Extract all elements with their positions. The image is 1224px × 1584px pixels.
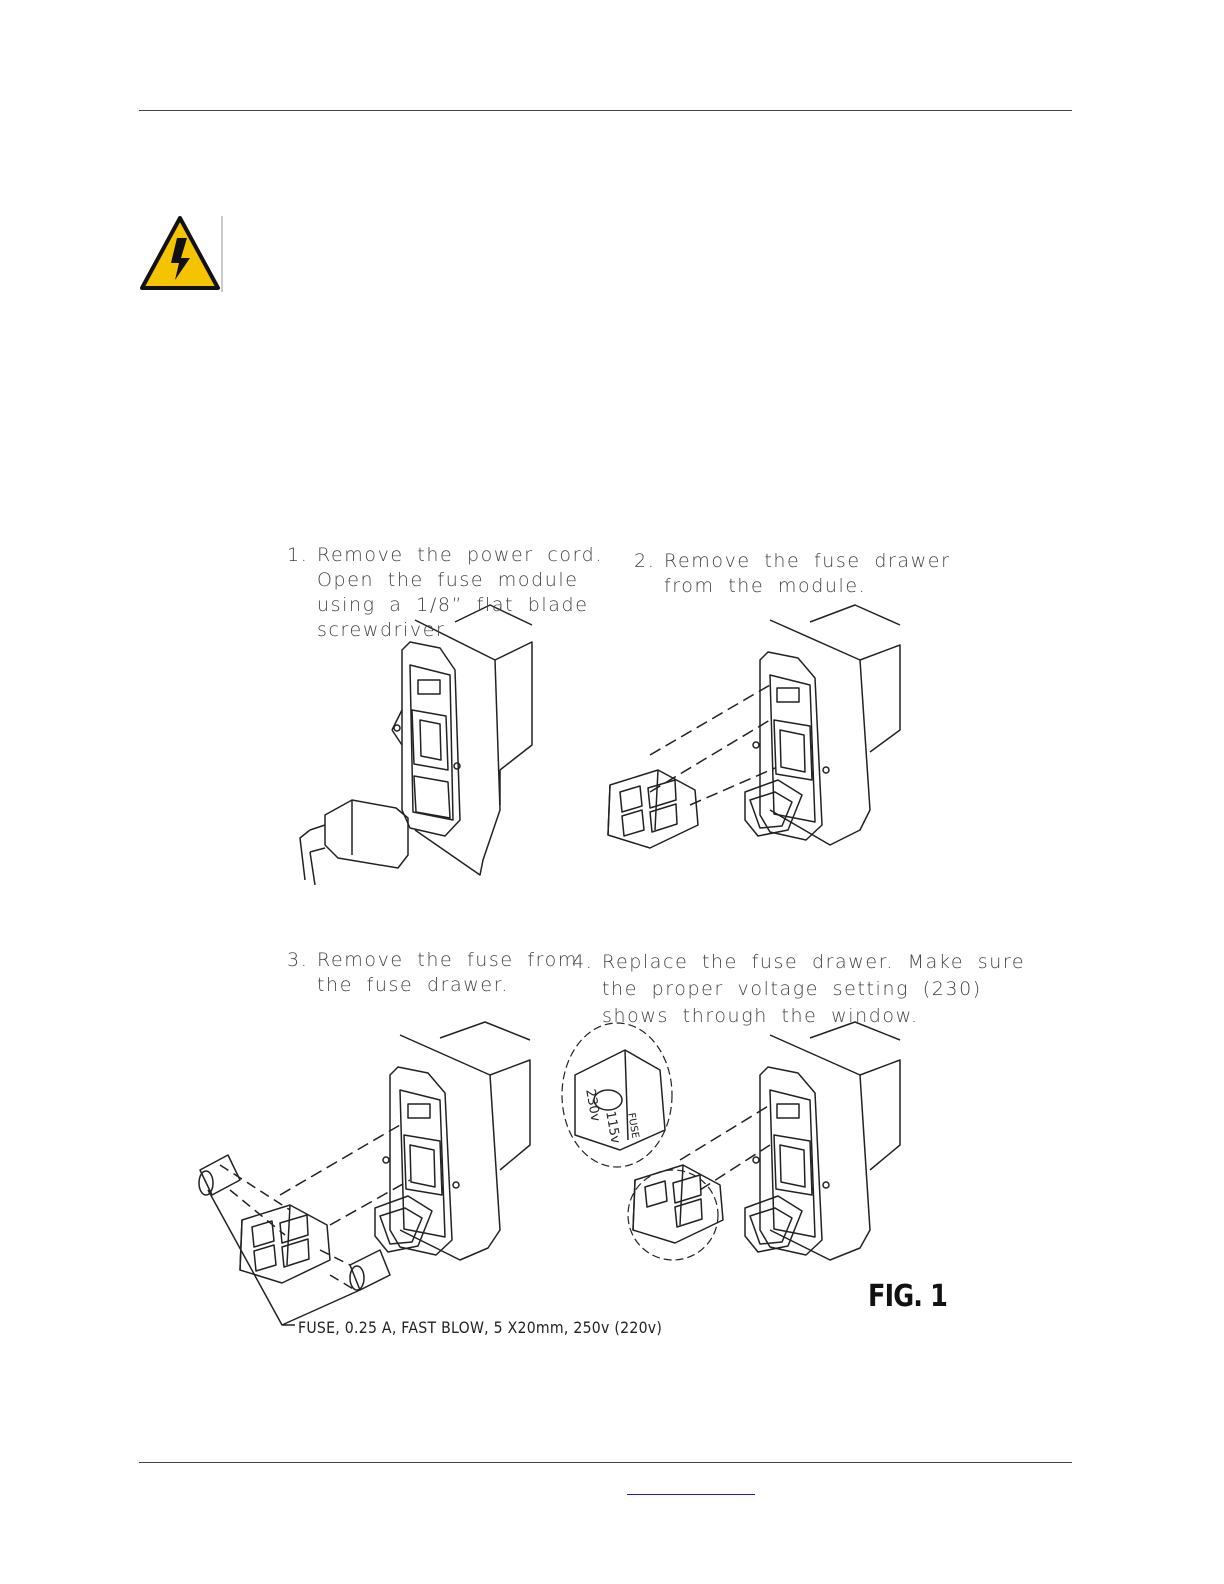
step-line: the fuse drawer. [317, 974, 510, 996]
step-line: Remove the power cord. [317, 544, 603, 566]
step-line: Remove the fuse drawer [664, 550, 951, 572]
high-voltage-warning-icon [140, 214, 224, 294]
header-rule [139, 110, 1072, 111]
step-number: 4. [572, 951, 594, 973]
step-1-instruction [287, 543, 603, 643]
detail-fuse-label: FUSE [625, 1112, 641, 1140]
step-line: shows through the window. [602, 1005, 919, 1027]
step-number: 3. [287, 949, 309, 971]
detail-230v-label: 230v [582, 1088, 603, 1123]
footer-link[interactable] [627, 1477, 755, 1495]
figure-label: FIG. 1 [868, 1279, 948, 1314]
fuse-specification-note: FUSE, 0.25 A, FAST BLOW, 5 X20mm, 250v (220v) [298, 1318, 663, 1337]
step-line: Open the fuse module [317, 569, 579, 591]
step-line: Replace the fuse drawer. Make sure [602, 951, 1026, 973]
step-number: 1. [287, 544, 309, 566]
panel-3-module-drawing [199, 1022, 530, 1325]
step-4-instruction [572, 949, 1025, 1030]
step-number: 2. [634, 550, 656, 572]
step-line: the proper voltage setting (230) [602, 978, 982, 1000]
step-3-instruction [287, 948, 578, 998]
detail-115v-label: 115v [602, 1110, 623, 1145]
panel-1-module-drawing [300, 605, 532, 885]
step-2-instruction [634, 549, 950, 599]
step-line: from the module. [664, 575, 867, 597]
panel-2-module-drawing [608, 605, 900, 848]
fuse-replacement-figure [170, 530, 970, 1360]
step-line: screwdriver. [317, 619, 452, 641]
step-line: using a 1/8” flat blade [317, 594, 589, 616]
step-line: Remove the fuse from [317, 949, 578, 971]
footer-rule [139, 1462, 1072, 1463]
